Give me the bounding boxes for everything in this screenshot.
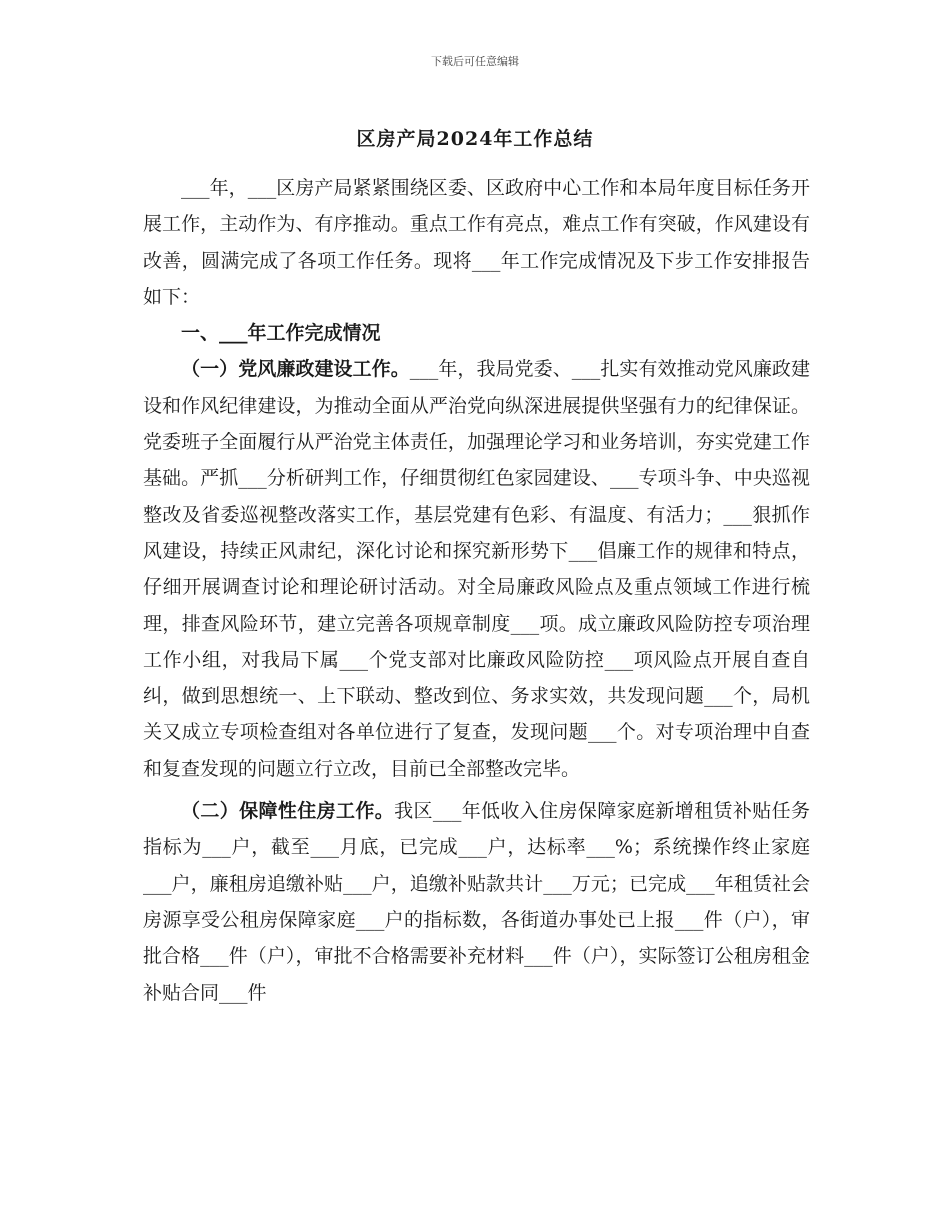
- document-body: [143, 170, 810, 1011]
- paragraph-lead: （二）保障性住房工作。: [181, 800, 395, 823]
- paragraph-lead: （一）党风廉政建设工作。: [181, 358, 410, 381]
- document-title: 区房产局2024年工作总结: [356, 128, 594, 150]
- section-heading: [143, 315, 810, 351]
- paragraph-housing: [143, 793, 810, 1011]
- paragraph-text: ___年，我局党委、___扎实有效推动党风廉政建设和作风纪律建设，为推动全面从严治党向纵深进展提供坚强有力的纪律保证。党委班子全面履行从严治党主体责任，加强理论学习和业务培训，夯实党建工作基础。严抓___分析研判工作，仔细贯彻红色家园建设、___专项斗争、中央巡视整改及省委巡视整改落实工作，基层党建有色彩、有温度、有活力；___狠抓作风建设，持续正风肃纪，深化讨论和探究新形势下___倡廉工作的规律和特点，仔细开展调查讨论和理论研讨活动。对全局廉政风险点及重点领域工作进行梳理，排查风险环节，建立完善各项规章制度___项。成立廉政风险防控专项治理工作小组，对我局下属___个党支部对比廉政风险防控___项风险点开展自查自纠，做到思想统一、上下联动、整改到位、务求实效，共发现问题___个，局机关又成立专项检查组对各单位进行了复查，发现问题___个。对专项治理中自查和复查发现的问题立行立改，目前已全部整改完毕。: [143, 358, 810, 780]
- intro-paragraph: ___年，___区房产局紧紧围绕区委、区政府中心工作和本局年度目标任务开展工作，主动作为、有序推动。重点工作有亮点，难点工作有突破，作风建设有改善，圆满完成了各项工作任务。现将___年工作完成情况及下步工作安排报告如下：: [143, 177, 810, 308]
- paragraph-party-conduct: [143, 351, 810, 787]
- paragraph-text: 我区___年低收入住房保障家庭新增租赁补贴任务指标为___户，截至___月底，已完成___户，达标率___%；系统操作终止家庭___户，廉租房追缴补贴___户，追缴补贴款共计___万元；已完成___年租赁社会房源享受公租房保障家庭___户的指标数，各街道办事处已上报___件（户），审批合格___件（户），审批不合格需要补充材料___件（户），实际签订公租房租金补贴合同___件: [143, 800, 810, 1004]
- page-header-note: 下载后可任意编辑: [431, 55, 519, 68]
- section-heading-text: 一、___年工作完成情况: [181, 322, 381, 345]
